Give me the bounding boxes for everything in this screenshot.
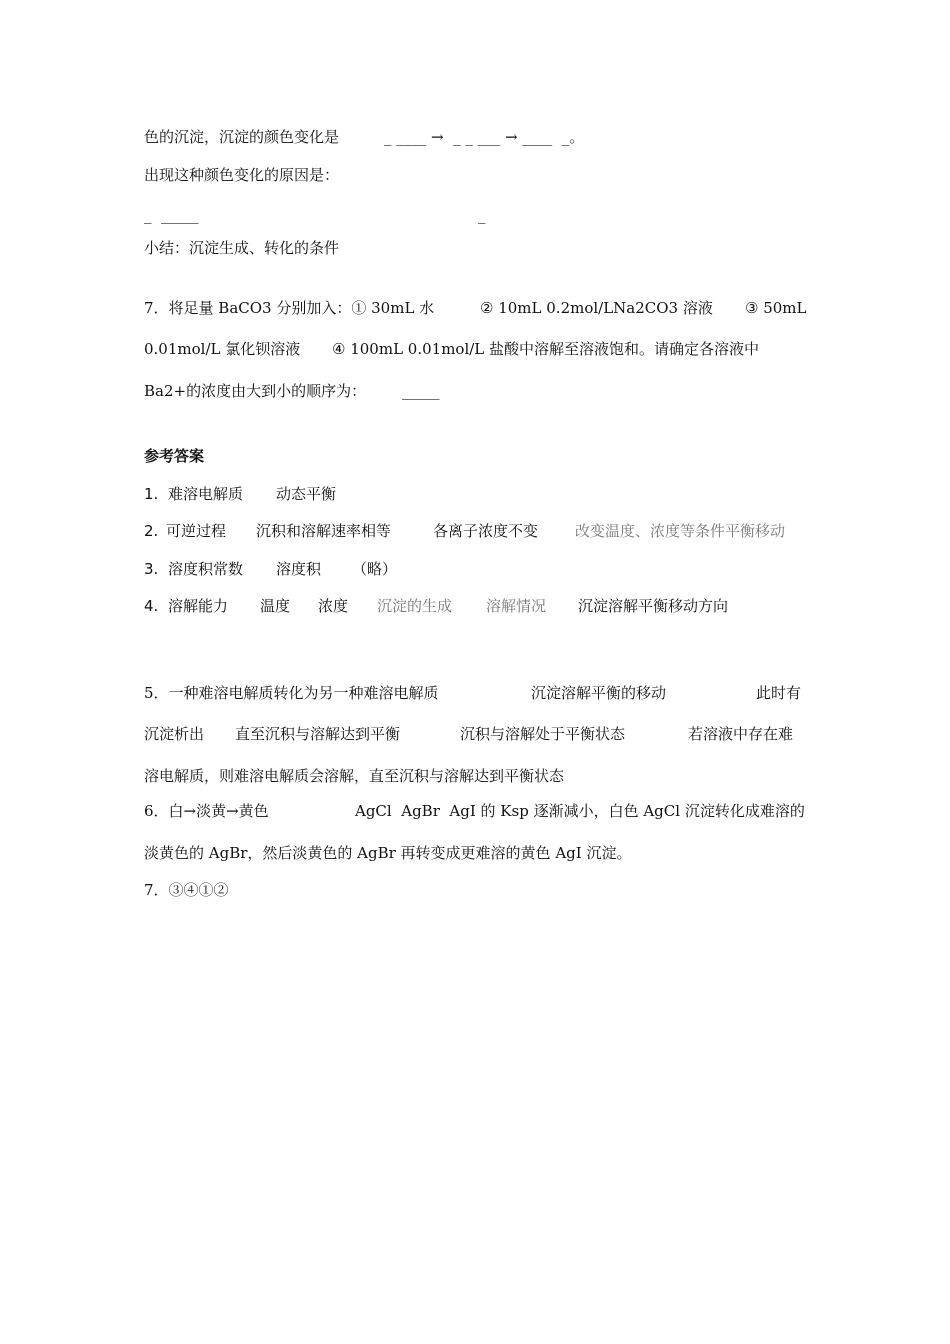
answer-4-item: 沉淀溶解平衡移动方向 bbox=[578, 597, 729, 615]
q7-line3-a: Ba2+的浓度由大到小的顺序为： bbox=[144, 382, 367, 400]
answer-5-text: 沉淀析出 bbox=[144, 725, 205, 743]
q7-line2-b: ④ 100mL 0.01mol/L 盐酸中溶解至溶液饱和。请确定各溶液中 bbox=[332, 340, 760, 358]
q7-line2-a: 0.01mol/L 氯化钡溶液 bbox=[144, 340, 301, 358]
answer-1-item: 难溶电解质 bbox=[168, 485, 244, 503]
answer-2-item: 各离子浓度不变 bbox=[433, 522, 539, 540]
q7-line1-c: ③ 50mL bbox=[745, 299, 807, 317]
q7-line1-b: ② 10mL 0.2mol/LNa2CO3 溶液 bbox=[480, 299, 713, 317]
q6-line1-text: 色的沉淀，沉淀的颜色变化是 bbox=[144, 128, 340, 146]
answer-5-text: 沉淀溶解平衡的移动 bbox=[531, 684, 667, 702]
answer-5-text: 此时有 bbox=[756, 684, 802, 702]
answer-4-item: 浓度 bbox=[318, 597, 349, 615]
answer-6-text: 6．白→淡黄→黄色 bbox=[144, 802, 269, 820]
answer-2-item: 可逆过程 bbox=[166, 522, 227, 540]
answer-2-item: 沉积和溶解速率相等 bbox=[256, 522, 392, 540]
answer-4-number: 4. bbox=[144, 597, 159, 615]
answer-3-number: 3. bbox=[144, 560, 159, 578]
q7-line1-a: 7．将足量 BaCO3 分别加入：① 30mL 水 bbox=[144, 299, 435, 317]
answer-5-text: 沉积与溶解处于平衡状态 bbox=[460, 725, 626, 743]
answers-heading: 参考答案 bbox=[144, 447, 205, 465]
answer-3-item: 溶度积 bbox=[276, 560, 322, 578]
answer-1-number: 1. bbox=[144, 485, 159, 503]
q6-line3-right: _ bbox=[478, 206, 486, 224]
answer-5-text: 5．一种难溶电解质转化为另一种难溶电解质 bbox=[144, 684, 439, 702]
q6-line3-left: _ _____ bbox=[144, 206, 199, 224]
answer-3-item: （略） bbox=[352, 560, 398, 578]
answer-4-item: 溶解情况 bbox=[486, 597, 547, 615]
answer-2-number: 2. bbox=[144, 522, 159, 540]
answer-7: 7．③④①② bbox=[144, 881, 229, 899]
q6-line1-blanks: _ ____ → _ _ ___ → ____ _。 bbox=[384, 128, 585, 146]
answer-6-text: AgCl AgBr AgI 的 Ksp 逐渐减小，白色 AgCl 沉淀转化成难溶的 bbox=[355, 802, 805, 820]
q7-line3 bbox=[144, 381, 440, 441]
q6-summary: 小结：沉淀生成、转化的条件 bbox=[144, 239, 340, 257]
answer-5-text: 直至沉积与溶解达到平衡 bbox=[235, 725, 401, 743]
answer-6-line2: 淡黄色的 AgBr，然后淡黄色的 AgBr 再转变成更难溶的黄色 AgI 沉淀。 bbox=[144, 844, 632, 862]
answer-5-line3: 溶电解质，则难溶电解质会溶解，直至沉积与溶解达到平衡状态 bbox=[144, 767, 565, 785]
answer-4-item: 沉淀的生成 bbox=[377, 597, 453, 615]
q7-line3-b: _____ bbox=[402, 382, 440, 400]
answer-4-item: 溶解能力 bbox=[168, 597, 229, 615]
answer-3-item: 溶度积常数 bbox=[168, 560, 244, 578]
answer-2-item: 改变温度、浓度等条件平衡移动 bbox=[575, 522, 786, 540]
answer-4-item: 温度 bbox=[260, 597, 291, 615]
answer-1-item: 动态平衡 bbox=[276, 485, 337, 503]
answer-5-text: 若溶液中存在难 bbox=[688, 725, 794, 743]
q6-line2: 出现这种颜色变化的原因是： bbox=[144, 166, 340, 184]
